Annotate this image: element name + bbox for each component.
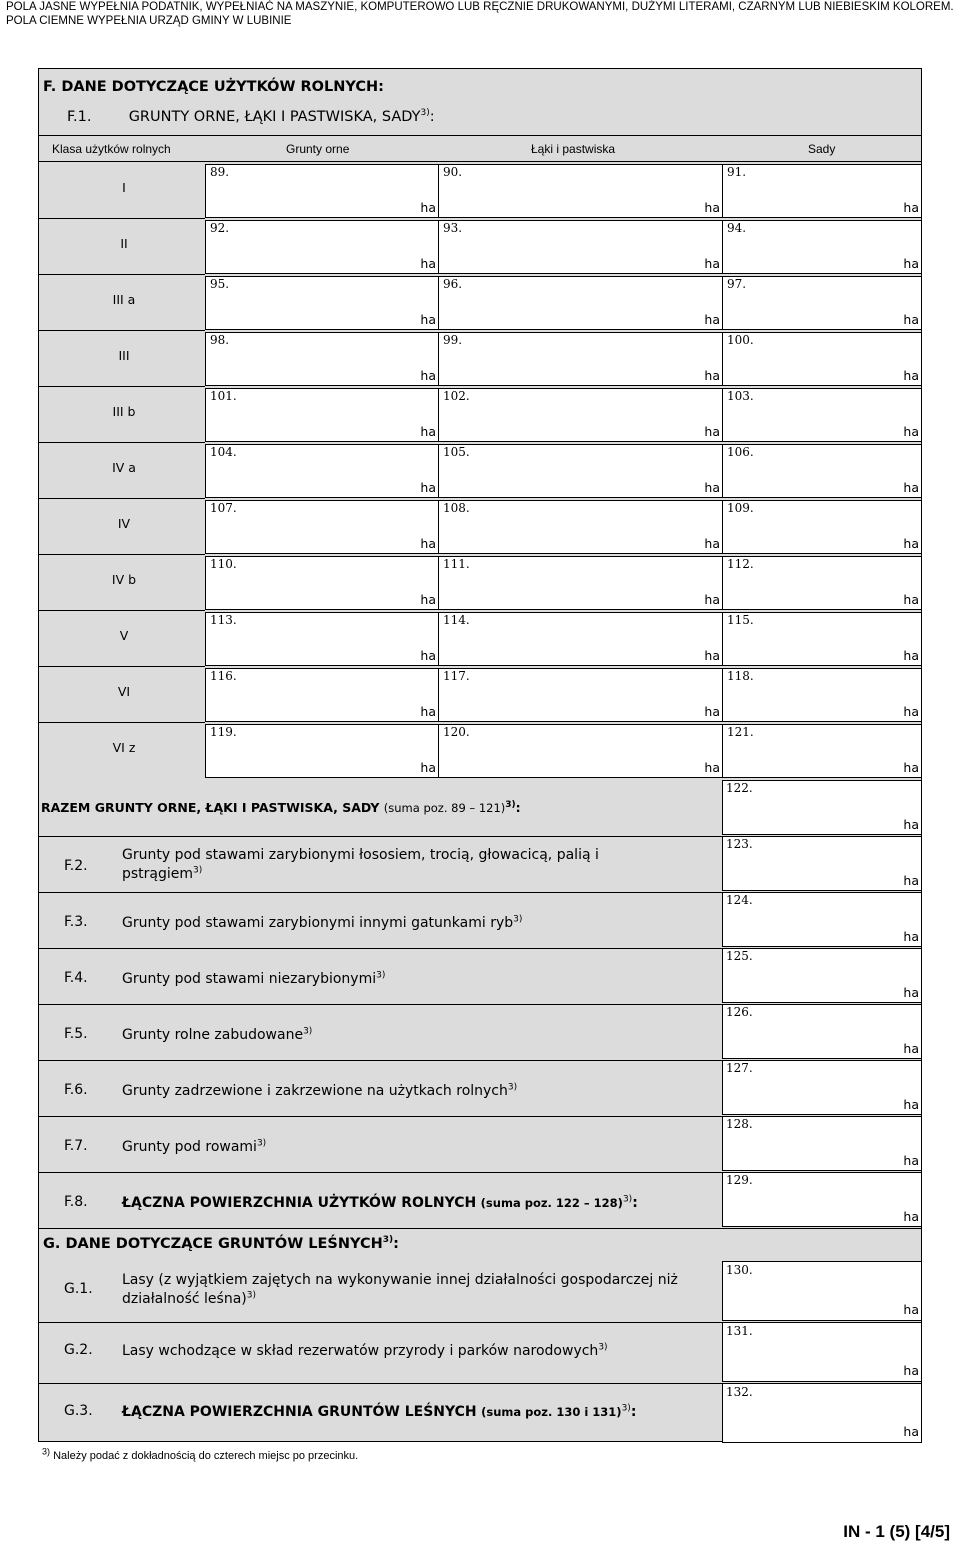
field-number: 104. (210, 445, 237, 459)
item-label: Grunty rolne zabudowane$^{3)}$ (122, 1026, 313, 1043)
unit-label: ha (420, 536, 436, 551)
unit-label: ha (420, 704, 436, 719)
land-class-label: IV a (112, 460, 136, 475)
area-input-field[interactable] (438, 444, 723, 498)
unit-label: ha (704, 704, 720, 719)
unit-label: ha (903, 1424, 919, 1439)
unit-label: ha (704, 200, 720, 215)
footnote-ref: 3) (622, 1194, 633, 1205)
divider (39, 330, 205, 331)
field-number: 106. (727, 445, 754, 459)
area-input-field[interactable] (205, 332, 439, 386)
unit-label: ha (420, 256, 436, 271)
footnote-ref: 3) (507, 1082, 518, 1093)
unit-label: ha (420, 424, 436, 439)
area-input-field[interactable] (438, 612, 723, 666)
area-input-field[interactable] (722, 220, 922, 274)
field-number: 113. (210, 613, 237, 627)
field-number: 127. (726, 1061, 753, 1075)
unit-label: ha (420, 312, 436, 327)
item-code: G.1. (64, 1281, 93, 1297)
unit-label: ha (903, 1209, 919, 1224)
field-number: 129. (726, 1173, 753, 1187)
field-number: 98. (210, 333, 230, 347)
unit-label: ha (704, 536, 720, 551)
field-number: 126. (726, 1005, 753, 1019)
divider (39, 1004, 722, 1005)
unit-label: ha (704, 312, 720, 327)
unit-label: ha (420, 368, 436, 383)
unit-label: ha (903, 1302, 919, 1317)
area-input-field[interactable] (722, 724, 922, 778)
page-reference: IN - 1 (5) [4/5] (843, 1522, 950, 1541)
unit-label: ha (903, 1363, 919, 1378)
field-number: 123. (726, 837, 753, 851)
item-code: F.3. (64, 914, 88, 930)
area-input-field[interactable] (205, 220, 439, 274)
section-f1-code: F.1. (67, 109, 92, 125)
divider (39, 1060, 722, 1061)
land-class-label: IV b (111, 572, 137, 587)
divider (39, 218, 205, 219)
area-input-field[interactable] (438, 556, 723, 610)
unit-label: ha (420, 200, 436, 215)
field-number: 96. (443, 277, 463, 291)
area-input-field[interactable] (205, 276, 439, 330)
field-number: 97. (727, 277, 747, 291)
footnote-ref: 3) (598, 1342, 608, 1353)
divider (39, 892, 722, 893)
area-input-field[interactable] (205, 500, 439, 554)
section-g-title: G. DANE DOTYCZĄCE GRUNTÓW LEŚNYCH (43, 1236, 383, 1252)
land-class-label: VI (117, 684, 131, 699)
land-class-label: IV (117, 516, 131, 531)
unit-label: ha (903, 929, 919, 944)
item-label: Grunty pod stawami zarybionymi innymi gatunkami ryb$^{3)}$ (122, 914, 523, 931)
field-number: 125. (726, 949, 753, 963)
area-input-field[interactable] (438, 164, 723, 218)
column-header-arable: Grunty orne (286, 142, 350, 156)
item-code: F.8. (64, 1194, 88, 1210)
area-input-field[interactable] (722, 276, 922, 330)
field-number: 117. (443, 669, 470, 683)
area-input-field[interactable] (722, 388, 922, 442)
unit-label: ha (903, 424, 919, 439)
field-number: 115. (727, 613, 754, 627)
land-class-label: III b (112, 404, 136, 419)
divider (39, 442, 205, 443)
divider (39, 1322, 722, 1323)
unit-label: ha (704, 480, 720, 495)
field-number: 92. (210, 221, 230, 235)
area-input-field[interactable] (722, 1261, 922, 1321)
land-class-label: I (122, 180, 126, 195)
footnote-ref: 3) (193, 865, 203, 876)
divider (39, 161, 921, 162)
item-label: ŁĄCZNA POWIERZCHNIA UŻYTKÓW ROLNYCH (suma poz. 122 – 128)$^{3)}$: (122, 1194, 638, 1211)
divider (39, 1228, 921, 1229)
total-f1-label: RAZEM GRUNTY ORNE, ŁĄKI I PASTWISKA, SADY (suma poz. 89 – 121)$^{3)}$: (41, 799, 521, 815)
area-input-field[interactable] (722, 948, 922, 1003)
area-input-field[interactable] (722, 1116, 922, 1171)
item-code: F.4. (64, 970, 88, 986)
item-code: G.2. (64, 1342, 93, 1358)
item-label: Grunty pod rowami$^{3)}$ (122, 1138, 267, 1155)
section-g-heading: G. DANE DOTYCZĄCE GRUNTÓW LEŚNYCH$^{3)}$: (43, 1235, 399, 1252)
item-code: F.2. (64, 858, 88, 874)
footnote-ref: 3) (246, 1290, 256, 1301)
unit-label: ha (903, 592, 919, 607)
unit-label: ha (704, 368, 720, 383)
field-number: 89. (210, 165, 230, 179)
unit-label: ha (903, 985, 919, 1000)
section-f-title: F. DANE DOTYCZĄCE UŻYTKÓW ROLNYCH: (43, 79, 384, 95)
item-label: Grunty zadrzewione i zakrzewione na użytkach rolnych$^{3)}$ (122, 1082, 518, 1099)
column-header-orchards: Sady (808, 142, 836, 156)
area-input-field[interactable] (722, 1060, 922, 1115)
field-number: 132. (726, 1385, 753, 1399)
area-input-field[interactable] (722, 892, 922, 947)
field-number: 120. (443, 725, 470, 739)
field-number: 128. (726, 1117, 753, 1131)
divider (39, 554, 205, 555)
divider (39, 386, 205, 387)
field-number: 101. (210, 389, 237, 403)
section-f1-title: GRUNTY ORNE, ŁĄKI I PASTWISKA, SADY (128, 109, 421, 125)
area-input-field[interactable] (438, 220, 723, 274)
field-number: 99. (443, 333, 463, 347)
item-label: Lasy wchodzące w skład rezerwatów przyrody i parków narodowych$^{3)}$ (122, 1342, 608, 1359)
divider (39, 274, 205, 275)
unit-label: ha (903, 480, 919, 495)
unit-label: ha (704, 256, 720, 271)
field-number: 90. (443, 165, 463, 179)
area-input-field[interactable] (205, 612, 439, 666)
field-number: 102. (443, 389, 470, 403)
unit-label: ha (704, 424, 720, 439)
field-number: 93. (443, 221, 463, 235)
divider (39, 836, 722, 837)
land-class-label: V (119, 628, 129, 643)
divider (39, 498, 205, 499)
unit-label: ha (903, 760, 919, 775)
land-class-label: III (118, 348, 130, 363)
item-label: ŁĄCZNA POWIERZCHNIA GRUNTÓW LEŚNYCH (suma poz. 130 i 131)$^{3)}$: (122, 1403, 637, 1420)
divider (39, 1172, 722, 1173)
fill-instructions-note: POLA JASNE WYPEŁNIA PODATNIK, WYPEŁNIAĆ NA MASZYNIE, KOMPUTEROWO LUB RĘCZNIE DRUKOWANYMI, DUŻYMI LITERAMI, CZARNYM LUB NIEBIESKIM KOLOREM. POLA CIEMNE WYPEŁNIA URZĄD GMINY W LUBINIE (6, 1, 954, 27)
area-input-field[interactable] (722, 1322, 922, 1382)
area-input-field[interactable] (722, 500, 922, 554)
area-input-field[interactable] (722, 836, 922, 891)
unit-label: ha (704, 648, 720, 663)
divider (39, 1116, 722, 1117)
item-label: Lasy (z wyjątkiem zajętych na wykonywanie innej działalności gospodarczej niż działalność leśna)$^{3)}$ (122, 1272, 678, 1307)
unit-label: ha (420, 480, 436, 495)
area-input-field[interactable] (438, 668, 723, 722)
divider (39, 610, 205, 611)
field-number: 103. (727, 389, 754, 403)
area-input-field[interactable] (205, 164, 439, 218)
item-code: F.6. (64, 1082, 88, 1098)
item-code: G.3. (64, 1403, 93, 1419)
field-number: 130. (726, 1263, 753, 1277)
unit-label: ha (903, 368, 919, 383)
footnote-ref: 3) (256, 1138, 267, 1149)
footnote: $^{3)}$ Należy podać z dokładnością do czterech miejsc po przecinku. (42, 1446, 359, 1462)
item-code: F.7. (64, 1138, 88, 1154)
field-number: 111. (443, 557, 470, 571)
item-label: Grunty pod stawami niezarybionymi$^{3)}$ (122, 970, 386, 987)
field-number: 94. (727, 221, 747, 235)
area-input-field[interactable] (205, 724, 439, 778)
divider (39, 666, 205, 667)
field-number: 112. (727, 557, 754, 571)
area-input-field[interactable] (205, 668, 439, 722)
area-input-field[interactable] (722, 556, 922, 610)
area-input-field[interactable] (722, 780, 922, 835)
divider (39, 135, 921, 136)
area-input-field[interactable] (722, 332, 922, 386)
field-number: 116. (210, 669, 237, 683)
unit-label: ha (420, 760, 436, 775)
unit-label: ha (903, 1153, 919, 1168)
field-number: 109. (727, 501, 754, 515)
item-label: Grunty pod stawami zarybionymi łososiem, trocią, głowacicą, palią i pstrągiem$^{3)}$ (122, 847, 599, 882)
field-number: 108. (443, 501, 470, 515)
area-input-field[interactable] (722, 1172, 922, 1227)
land-class-label: VI z (112, 740, 136, 755)
field-number: 122. (726, 781, 753, 795)
footnote-ref: 3) (376, 970, 386, 981)
field-number: 114. (443, 613, 470, 627)
unit-label: ha (903, 256, 919, 271)
unit-label: ha (903, 704, 919, 719)
area-input-field[interactable] (722, 444, 922, 498)
unit-label: ha (704, 760, 720, 775)
unit-label: ha (903, 312, 919, 327)
footnote-ref: 3) (513, 914, 523, 925)
area-input-field[interactable] (438, 388, 723, 442)
field-number: 105. (443, 445, 470, 459)
area-input-field[interactable] (722, 1004, 922, 1059)
area-input-field[interactable] (205, 444, 439, 498)
area-input-field[interactable] (722, 164, 922, 218)
land-class-label: II (120, 236, 128, 251)
field-number: 118. (727, 669, 754, 683)
area-input-field[interactable] (205, 388, 439, 442)
footnote-ref: 3) (303, 1026, 313, 1037)
divider (39, 722, 205, 723)
field-number: 131. (726, 1324, 753, 1338)
land-class-label: III a (112, 292, 136, 307)
area-input-field[interactable] (722, 668, 922, 722)
divider (39, 948, 722, 949)
field-number: 119. (210, 725, 237, 739)
area-input-field[interactable] (205, 556, 439, 610)
field-number: 121. (727, 725, 754, 739)
unit-label: ha (903, 817, 919, 832)
field-number: 100. (727, 333, 754, 347)
unit-label: ha (903, 1097, 919, 1112)
area-input-field[interactable] (722, 1383, 922, 1443)
column-header-meadows: Łąki i pastwiska (531, 142, 616, 156)
area-input-field[interactable] (722, 612, 922, 666)
area-input-field[interactable] (438, 332, 723, 386)
unit-label: ha (903, 536, 919, 551)
field-number: 107. (210, 501, 237, 515)
footnote-ref: 3) (621, 1403, 631, 1414)
area-input-field[interactable] (438, 500, 723, 554)
unit-label: ha (420, 648, 436, 663)
field-number: 95. (210, 277, 230, 291)
area-input-field[interactable] (438, 276, 723, 330)
unit-label: ha (704, 592, 720, 607)
item-code: F.5. (64, 1026, 88, 1042)
form-body (38, 68, 922, 1442)
unit-label: ha (903, 1041, 919, 1056)
area-input-field[interactable] (438, 724, 723, 778)
column-header-class: Klasa użytków rolnych (52, 142, 171, 156)
unit-label: ha (903, 648, 919, 663)
field-number: 91. (727, 165, 747, 179)
footnote-ref: 3) (420, 108, 430, 119)
field-number: 110. (210, 557, 237, 571)
section-f1-heading: F.1. GRUNTY ORNE, ŁĄKI I PASTWISKA, SADY$^{3)}$: (67, 108, 435, 125)
divider (39, 1383, 722, 1384)
unit-label: ha (420, 592, 436, 607)
unit-label: ha (903, 873, 919, 888)
unit-label: ha (903, 200, 919, 215)
field-number: 124. (726, 893, 753, 907)
